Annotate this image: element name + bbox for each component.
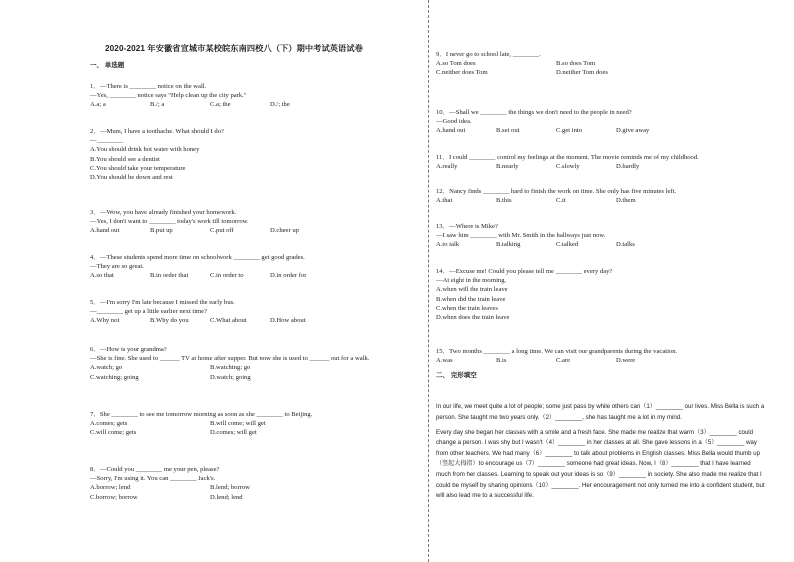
answer-option: A.when will the train leave <box>436 286 508 294</box>
answer-option: D.were <box>616 357 636 365</box>
column-divider <box>428 0 429 562</box>
question-stem-line: —She is fine. She used to ______ TV at home after supper. But now she is used to ______ out for a walk. <box>90 355 370 363</box>
answer-option: A.that <box>436 197 453 205</box>
answer-option: B.so does Tom <box>556 60 596 68</box>
question-6 <box>90 345 410 382</box>
question-15 <box>436 347 756 365</box>
answer-options-row <box>90 316 410 325</box>
answer-options-row <box>90 271 410 280</box>
answer-option: B.You should see a dentist <box>90 155 160 163</box>
question-stem-line: 13．—Where is Mike? <box>436 223 498 230</box>
answer-options-row <box>436 196 756 205</box>
answer-option: C.in order to <box>210 272 244 280</box>
answer-option: D.watch; going <box>210 373 251 381</box>
answer-option: A.watch; go <box>90 364 123 372</box>
question-stem-line: —At eight in the morning. <box>436 277 507 285</box>
answer-option: B.this <box>496 197 512 205</box>
cloze-passage <box>436 402 766 506</box>
answer-options-row <box>90 363 410 372</box>
question-stem-line: 3．—Wow, you have already finished your homework. <box>90 209 237 216</box>
answer-option: B.set out <box>496 127 520 135</box>
answer-option: D.in order for <box>270 272 307 280</box>
question-stem-line: 6．—How is your grandma? <box>90 346 167 353</box>
answer-option: C.talked <box>556 241 579 249</box>
answer-option: A.borrow; lend <box>90 484 131 492</box>
answer-option: C.put off <box>210 227 234 235</box>
question-stem-line: 1．—There is ________ notice on the wall. <box>90 83 207 90</box>
question-stem-line: 12．Nancy finds ________ hard to finish the work on time. She only has five minutes left. <box>436 188 677 195</box>
answer-options-row <box>90 483 410 492</box>
question-stem-line: —Sorry, I'm using it. You can ________ Jack's. <box>90 475 216 483</box>
answer-option: B.talking <box>496 241 521 249</box>
answer-option: B.watching; go <box>210 364 251 372</box>
answer-option: B.will come; will get <box>210 420 266 428</box>
question-stem-line: 7．She ________ to see me tomorrow morning as soon as she ________ to Beijing. <box>90 411 313 418</box>
answer-option: C.slowly <box>556 163 580 171</box>
answer-options-row <box>90 373 410 382</box>
question-stem-line: —________ get up a little earlier next time? <box>90 308 208 316</box>
answer-option: A.Why not <box>90 317 120 325</box>
answer-option: B.in order that <box>150 272 189 280</box>
answer-options-row <box>436 68 756 77</box>
answer-options-row <box>436 59 756 68</box>
section-heading-single-choice: 一、 单选题 <box>90 62 125 69</box>
answer-options-row <box>90 428 410 437</box>
answer-option: A.so Tom does <box>436 60 476 68</box>
answer-option: D.when does the train leave <box>436 313 510 321</box>
question-stem-line: —Yes, ________ notice says "Help clean up the city park." <box>90 92 247 100</box>
answer-option: A.You should drink hot water with honey <box>90 146 200 154</box>
question-11 <box>436 153 756 171</box>
answer-option: A.really <box>436 163 458 171</box>
answer-option: C.it <box>556 197 566 205</box>
answer-option: B.is <box>496 357 507 365</box>
question-stem-line: —Good idea. <box>436 118 472 126</box>
question-1 <box>90 82 410 110</box>
question-stem-line: —They are so great. <box>90 263 144 271</box>
question-stem-line: —________ <box>90 137 123 145</box>
question-5 <box>90 298 410 326</box>
answer-option: D.hardly <box>616 163 640 171</box>
answer-option: D.cheer up <box>270 227 299 235</box>
answer-option: A.to talk <box>436 241 460 249</box>
answer-option: D.You should be down and rest <box>90 173 173 181</box>
question-stem-line: 9．I never go to school late, ________. <box>436 51 541 58</box>
answer-option: C.neither does Tom <box>436 69 488 77</box>
question-stem-line: 14．—Excuse me! Could you please tell me ________ every day? <box>436 268 613 275</box>
answer-option: C.will come; gets <box>90 429 137 437</box>
question-stem-line: —I saw him ________ with Mr. Smith in the hallways just now. <box>436 232 606 240</box>
answer-options-row <box>436 126 756 135</box>
page-title: 2020-2021 年安徽省宣城市某校皖东南四校八（下）期中考试英语试卷 <box>105 44 363 53</box>
answer-option: C.a; the <box>210 101 231 109</box>
answer-option: B./; a <box>150 101 165 109</box>
section-heading-cloze: 二、 完形填空 <box>436 372 477 379</box>
answer-option: D.talks <box>616 241 635 249</box>
answer-option: C.borrow; borrow <box>90 493 138 501</box>
cloze-paragraph-1: In our life, we meet quite a lot of people; some just pass by while others can（1）________ our lives. Miss Bella is such a person. She taught me two years only.（2）________, she has taught me a lot in my mind. <box>436 403 765 421</box>
question-10 <box>436 108 756 136</box>
question-4 <box>90 253 410 281</box>
answer-option: D.comes; will get <box>210 429 257 437</box>
answer-option: C.when the train leaves <box>436 304 498 312</box>
question-12 <box>436 187 756 205</box>
question-stem-line: 15．Two months ________ a long time. We can visit our grandparents during the vacation. <box>436 348 678 355</box>
answer-option: C.What about <box>210 317 247 325</box>
answer-option: B.nearly <box>496 163 519 171</box>
answer-options-row <box>436 240 756 249</box>
answer-option: C.watching; going <box>90 373 139 381</box>
answer-option: D.How about <box>270 317 306 325</box>
question-stem-line: 8．—Could you ________ me your pen, please? <box>90 466 220 473</box>
answer-option: C.get into <box>556 127 583 135</box>
answer-option: A.hand out <box>90 227 120 235</box>
answer-option: B.put up <box>150 227 173 235</box>
answer-option: C.You should take your temperature <box>90 164 186 172</box>
answer-options-row <box>436 162 756 171</box>
answer-option: A.hand out <box>436 127 466 135</box>
answer-options-row <box>90 100 410 109</box>
cloze-paragraph-2: Every day she began her classes with a smile and a fresh face. She made me realize that warm（3）________ could change a person. I was shy but I wasn't（4）________ in her classes at all. She gave lessons in a（5）________ way from other teachers. We had many（6）________ to talk about problems in English classes. Miss Bella would thumb up（竖起大拇指）to encourage us（7）________ someone had great ideas. Now, I（8）________ that I have learned much from her classes. Learning to speak out your ideas is so（9）________ in society. She also made me realize that I could be myself by sharing opinions（10）________. Her encouragement not only turned me into a confident student, but will also lead me to a successful life. <box>436 428 765 500</box>
question-14 <box>436 267 756 322</box>
answer-option: C.are <box>556 357 571 365</box>
question-2 <box>90 127 410 182</box>
question-8 <box>90 465 410 502</box>
answer-option: D./; the <box>270 101 290 109</box>
question-stem-line: 2．—Mum, I have a toothache. What should I do? <box>90 128 224 135</box>
answer-option: B.when did the train leave <box>436 295 506 303</box>
answer-option: A.was <box>436 357 453 365</box>
question-7 <box>90 410 410 438</box>
question-stem-line: 11．I could ________ control my feelings at the moment. The movie reminds me of my childhood. <box>436 154 699 161</box>
question-stem-line: —Yes, I don't want to ________ today's work till tomorrow. <box>90 218 249 226</box>
question-stem-line: 5．—I'm sorry I'm late because I missed the early bus. <box>90 299 235 306</box>
question-3 <box>90 208 410 236</box>
answer-options-row <box>90 226 410 235</box>
answer-option: D.neither Tom does <box>556 69 608 77</box>
answer-option: D.give away <box>616 127 650 135</box>
question-9 <box>436 50 756 78</box>
answer-option: A.comes; gets <box>90 420 128 428</box>
answer-options-row <box>90 493 410 502</box>
answer-option: A.a; a <box>90 101 106 109</box>
answer-option: B.Why do you <box>150 317 189 325</box>
answer-option: A.so that <box>90 272 114 280</box>
answer-option: D.lend; lend <box>210 493 243 501</box>
question-stem-line: 4．—These students spend more time on schoolwork ________ get good grades. <box>90 254 305 261</box>
answer-option: B.lend; borrow <box>210 484 250 492</box>
answer-option: D.them <box>616 197 636 205</box>
answer-options-row <box>90 419 410 428</box>
question-13 <box>436 222 756 250</box>
question-stem-line: 10．—Shall we ________ the things we don't need to the people in need? <box>436 109 632 116</box>
answer-options-row <box>436 356 756 365</box>
